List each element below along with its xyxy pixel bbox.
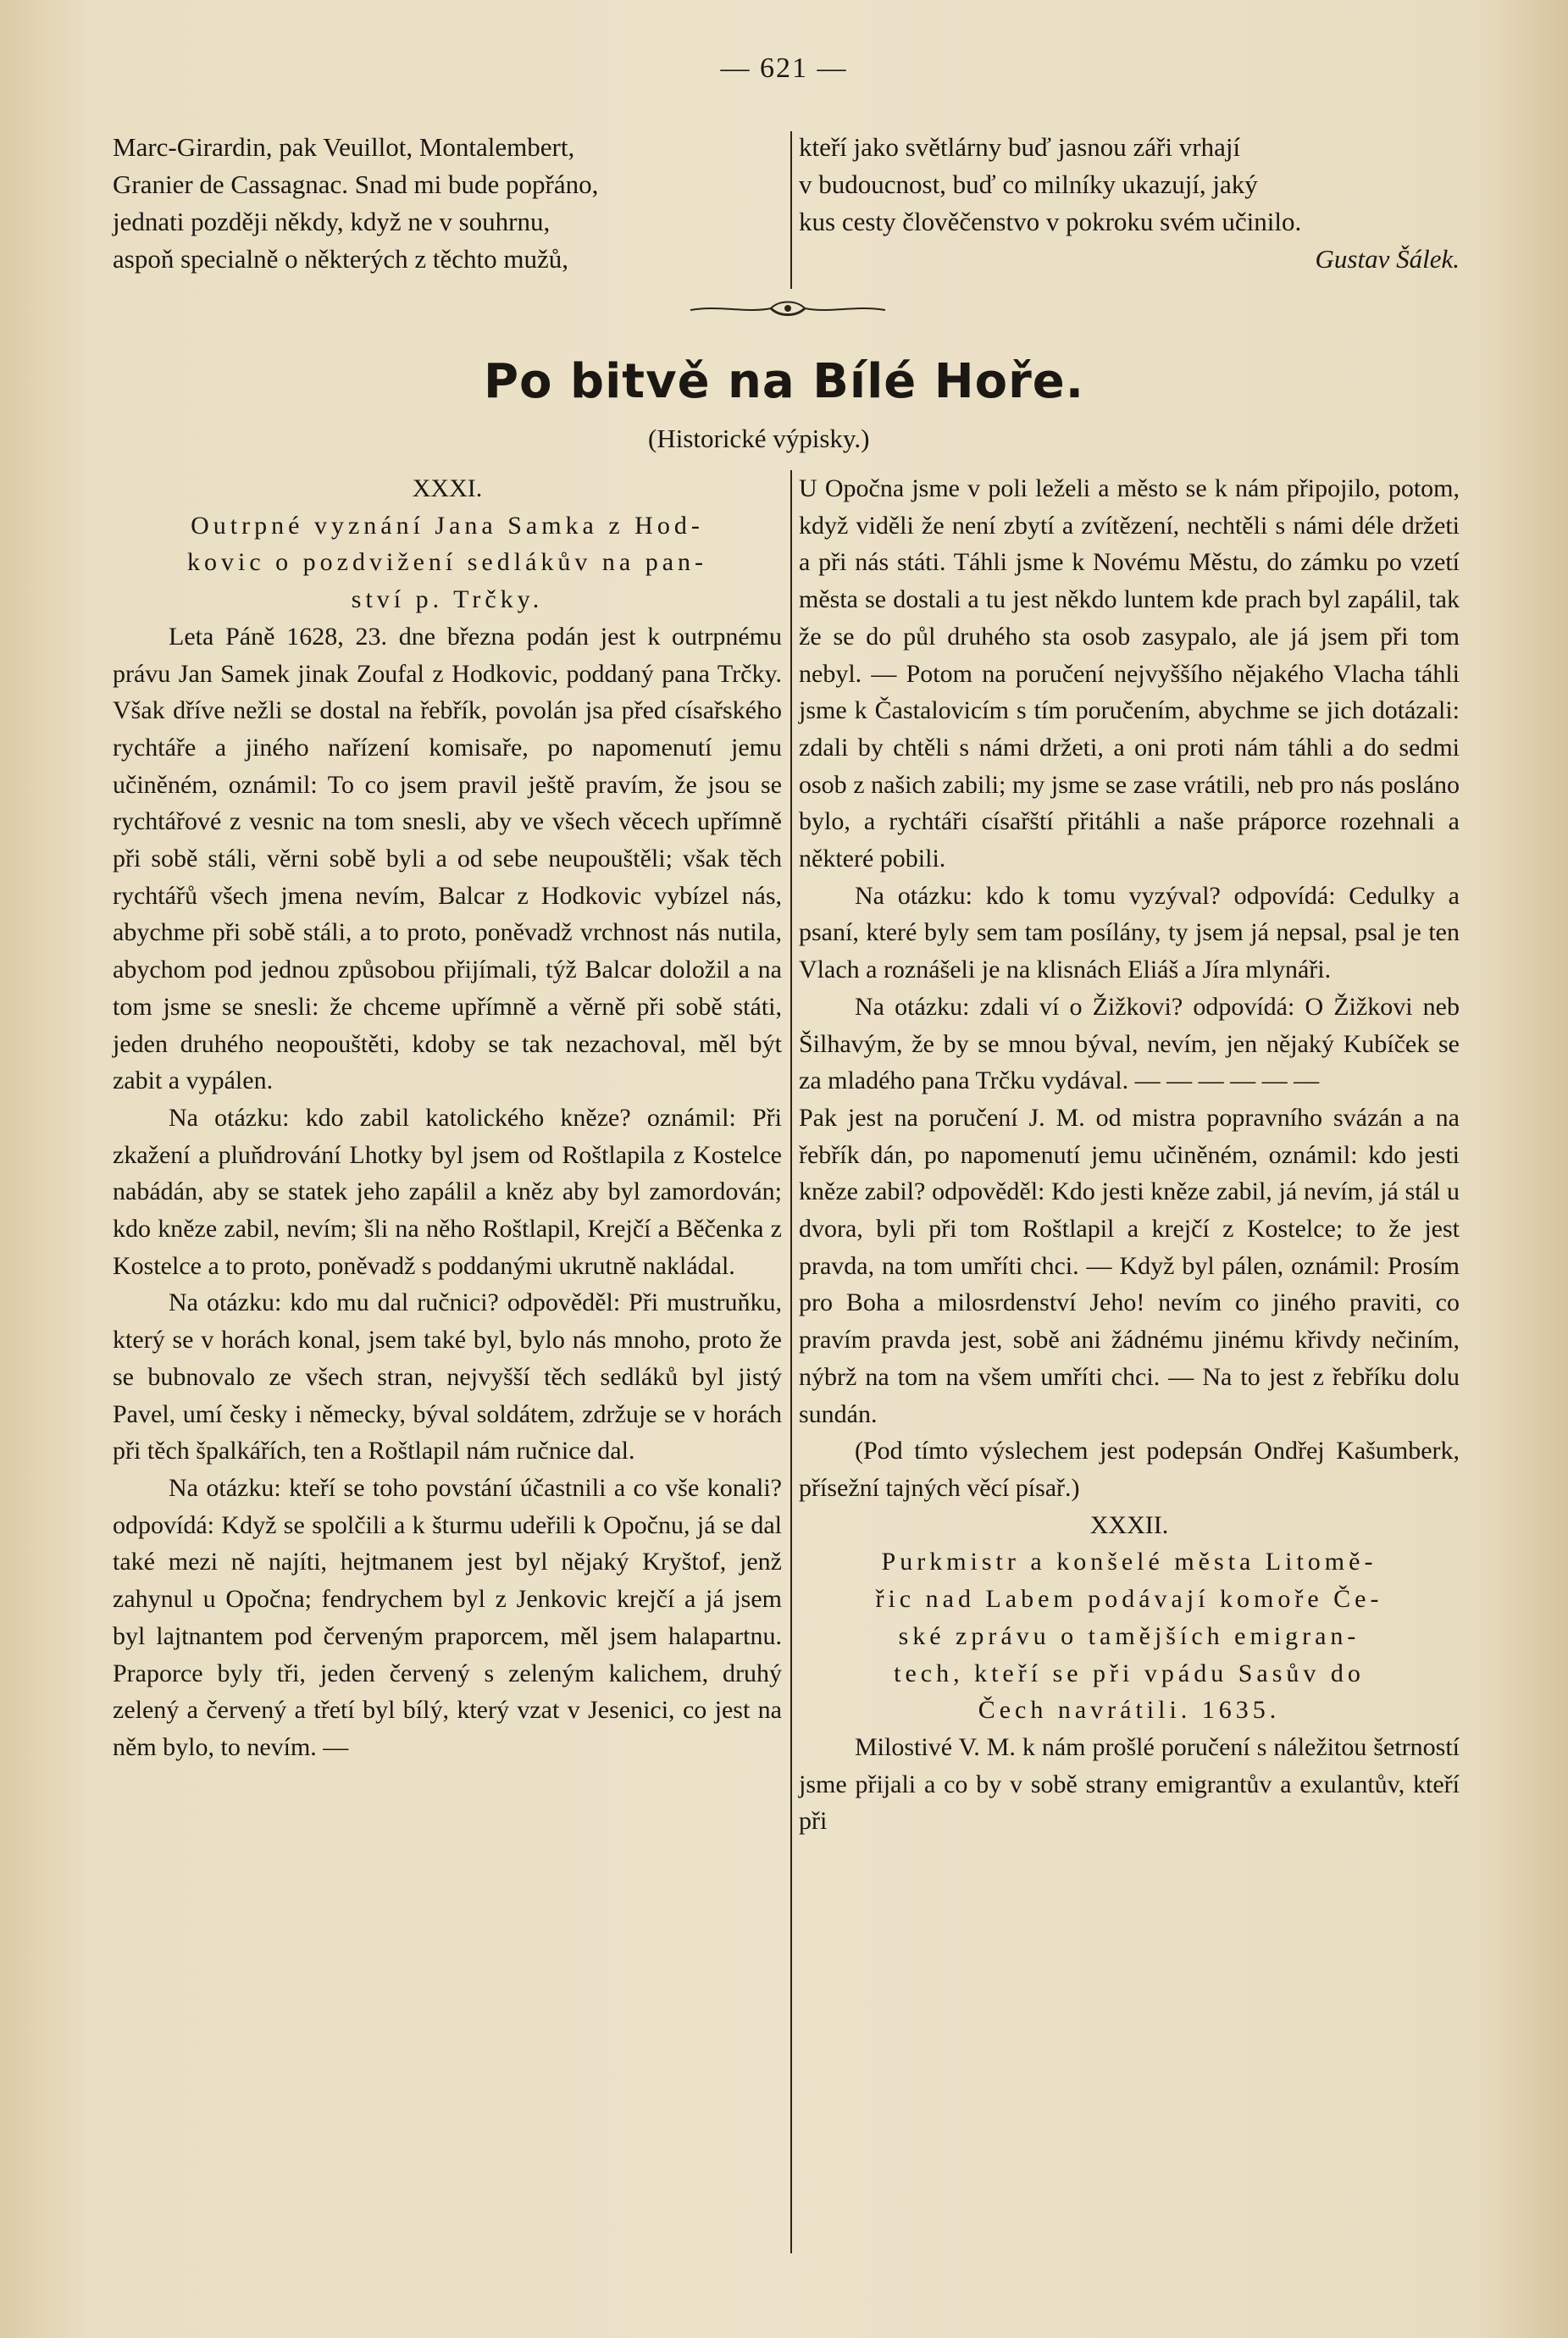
paragraph: Na otázku: kteří se toho povstání účastnili a co vše konali? odpovídá: Když se spolčili a k šturmu udeřili k Opočnu, já se dal také mezi ně najíti, hejtmanem jest byl nějaký Kryštof, jenž zahynul u Opočna; fendrychem byl z Jenkovic krejčí a já jsem byl lajtnantem pod červeným praporcem, měl jsem halapartnu. Praporce byly tři, jeden červený s zeleným kalichem, druhý zelený a červený a třetí byl bílý, který vzat v Jesenici, co jest na něm bylo, to nevím. — xyxy=(113,1473,782,1761)
text-line: Marc-Girardin, pak Veuillot, Montalembert, xyxy=(113,132,575,162)
section-heading-line: Outrpné vyznání Jana Samka z Hod- xyxy=(191,511,704,540)
section-number: XXXII. xyxy=(1089,1510,1169,1539)
section-heading-line: kovic o pozdvižení sedlákův na pan- xyxy=(186,548,708,577)
text-line: aspoň specialně o některých z těchto mužů, xyxy=(113,244,568,274)
text-line: kus cesty člověčenstvo v pokroku svém učinilo. xyxy=(799,207,1302,236)
top-right-text xyxy=(799,129,1460,278)
section-heading-line: ství p. Trčky. xyxy=(351,585,544,614)
text-line: jednati později někdy, když ne v souhrnu, xyxy=(113,207,551,236)
paragraph: Milostivé V. M. k nám prošlé poručení s náležitou šetrností jsme přijali a co by v sobě strany emigrantův a exulantův, kteří při xyxy=(799,1732,1460,1836)
section-heading-line: Čech navrátili. 1635. xyxy=(978,1696,1281,1725)
paragraph: Na otázku: kdo mu dal ručnici? odpověděl: Při mustruňku, který se v horách konal, jsem také byl, bylo nás mnoho, proto že se bubnovalo ze všech stran, nejvyšší těch sedláků byl jistý Pavel, umí česky i německy, býval soldátem, zdržuje se v horách při těch špalkářích, ten a Roštlapil nám ručnice dal. xyxy=(113,1288,782,1465)
top-left-text xyxy=(113,129,782,278)
paragraph: Na otázku: kdo k tomu vyzýval? odpovídá: Cedulky a psaní, které byly sem tam posílány, ty jsem já nepsal, psal je ten Vlach a roznášeli je na klisnách Eliáš a Jíra mlynáři. xyxy=(799,881,1460,984)
paragraph: (Pod tímto výslechem jest podepsán Ondřej Kašumberk, přísežní tajných věcí písař.) xyxy=(799,1437,1460,1502)
section-heading-line: tech, kteří se při vpádu Sasův do xyxy=(894,1659,1365,1687)
paragraph: Na otázku: kdo zabil katolického kněze? oznámil: Při zkažení a pluňdrování Lhotky byl jsem od Roštlapila z Kostelce nabádán, aby se statek jeho zapálil a kněz aby byl zamordován; kdo kněze zabil, nevím; šli na něho Roštlapil, Krejčí a Běčenka z Kostelce a to proto, poněvadž s poddanými ukrutně nakládal. xyxy=(113,1103,782,1280)
paragraph: U Opočna jsme v poli leželi a město se k nám připojilo, potom, když viděli že není zbytí a zvítězení, nechtěli s námi déle držeti a při nás státi. Táhli jsme k Novému Městu, do zámku po vzetí města se dostali a tu jest někdo luntem kde prach byl zapálil, tak že se do půl druhého sta osob zasypalo, ale já jsem při tom nebyl. — Potom na poručení nejvyššího nějakého Vlacha táhli jsme k Častalovicím s tím poručením, abychme se jich dotázali: zdali by chtěli s námi držeti, a oni proti nám táhli a do sedmi osob z našich zabili; my jsme se zase vrátili, neb pro nás posláno bylo, a rychtáři císařští přitáhli a naše práporce rozehnali a některé pobili. xyxy=(799,474,1460,873)
ornament-divider xyxy=(686,296,889,322)
paragraph: Leta Páně 1628, 23. dne března podán jest k outrpnému právu Jan Samek jinak Zoufal z Hodkovic, poddaný pana Trčky. Však dříve nežli se dostal na řebřík, povolán jsa před císařského rychtáře a jiného nařízení komisaře, po napomenutí jemu učiněném, oznámil: To co jsem pravil ještě pravím, že jsou se rychtářové z vesnic na tom snesli, aby ve všech věcech upřímně při sobě stáli, věrni sobě byli a od sebe neupouštěli; však těch rychtářů všech jmena nevím, Balcar z Hodkovic vybízel nás, abychme při sobě stáli, a to proto, poněvadž vrchnost nás nutila, abychom pod jednou způsobou přijímali, týž Balcar doložil a na tom jsme se snesli: že chceme upřímně a věrně při sobě státi, jeden druhého neopouštěti, kdoby se tak nezachoval, měl být zabit a vypálen. xyxy=(113,622,782,1095)
column-rule xyxy=(790,470,792,2253)
text-line: Granier de Cassagnac. Snad mi bude popřáno, xyxy=(113,169,599,199)
article-subtitle: (Historické výpisky.) xyxy=(648,424,870,453)
author-signature: Gustav Šálek. xyxy=(1315,244,1460,274)
page-number: — 621 — xyxy=(720,53,848,84)
section-number: XXXI. xyxy=(412,474,483,502)
column-rule xyxy=(790,131,792,289)
text-line: kteří jako světlárny buď jasnou záři vrhají xyxy=(799,132,1241,162)
paragraph: Pak jest na poručení J. M. od mistra popravního svázán a na řebřík dán, po napomenutí jemu učiněném, oznámil: kdo jesti kněze zabil? odpověděl: Kdo jesti kněze zabil, já nevím, já stál u dvora, byli při tom Roštlapil a krejčí z Kostelce; to že jest pravda, na tom umříti chci. — Když byl pálen, oznámil: Prosím pro Boha a milosrdenství Jeho! nevím co jiného praviti, co pravím pravda jest, sobě ani žádnému jinému křivdy nečiním, nýbrž na tom na všem umříti chci. — Na to jest z řebříku dolu sundán. xyxy=(799,1103,1460,1428)
section-heading-line: řic nad Labem podávají komoře Če- xyxy=(875,1585,1383,1614)
section-heading-line: Purkmistr a konšelé města Litomě- xyxy=(881,1548,1377,1576)
article-title: Po bitvě na Bílé Hoře. xyxy=(484,354,1084,409)
paragraph: Na otázku: zdali ví o Žižkovi? odpovídá: O Žižkovi neb Šilhavým, že by se mnou býval, nevím, jen nějaký Kubíček se za mladého pana Trčku vydával. — — — — — — xyxy=(799,992,1460,1095)
section-heading-line: ské zprávu o tamějších emigran- xyxy=(898,1621,1360,1650)
text-line: v budoucnost, buď co milníky ukazují, jaký xyxy=(799,169,1258,199)
right-column xyxy=(799,470,1460,1840)
left-column xyxy=(113,470,782,1766)
